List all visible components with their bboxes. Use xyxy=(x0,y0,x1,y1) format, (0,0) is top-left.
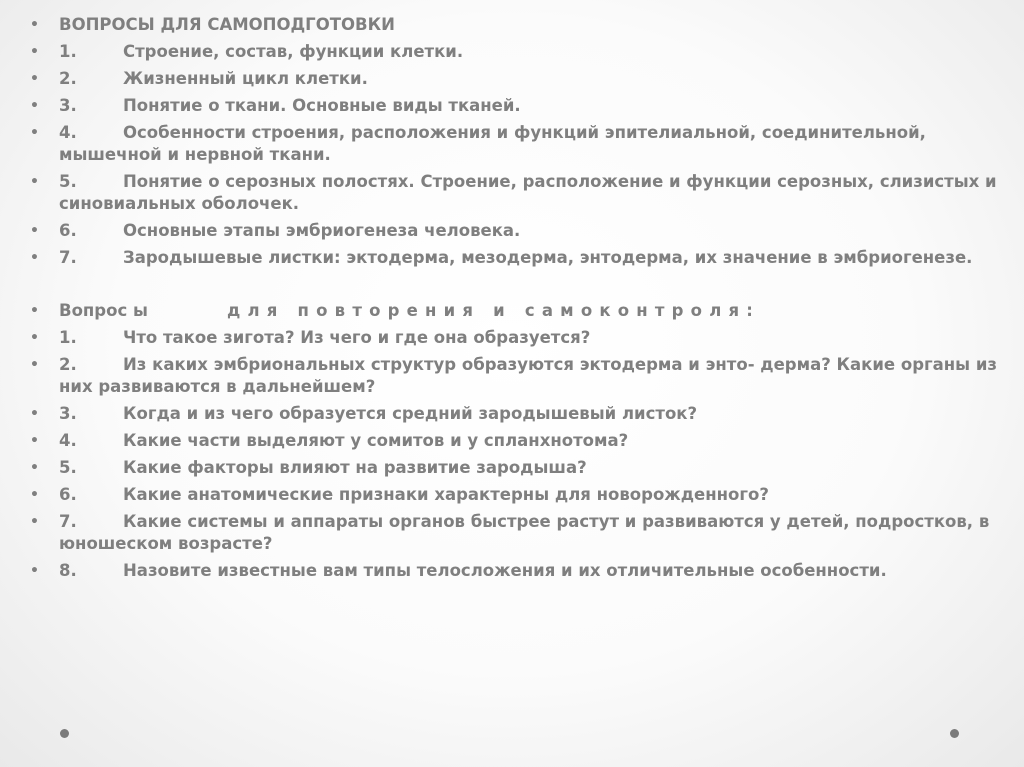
item-text: Какие части выделяют у сомитов и у спланхнотома? xyxy=(123,431,629,450)
bullet: • xyxy=(30,514,39,530)
corner-dot-left xyxy=(60,729,69,738)
item-text: Какие анатомические признаки характерны для новорожденного? xyxy=(123,485,769,504)
item-text: Особенности строения, расположения и функций эпителиальной, соединительной, мышечной и нервной ткани. xyxy=(59,123,926,164)
section-spacer xyxy=(30,274,1000,300)
list-item xyxy=(30,122,1000,166)
list-item xyxy=(30,354,1000,398)
item-number: 5. xyxy=(59,458,77,477)
bullet: • xyxy=(30,563,39,579)
section1-heading-item xyxy=(30,14,1000,36)
item-number: 3. xyxy=(59,96,77,115)
bullet: • xyxy=(30,98,39,114)
list-item xyxy=(30,247,1000,269)
item-text: Строение, состав, функции клетки. xyxy=(123,42,464,61)
slide-content xyxy=(30,14,1000,587)
bullet: • xyxy=(30,250,39,266)
list-item xyxy=(30,171,1000,215)
item-number: 7. xyxy=(59,512,77,531)
item-number: 6. xyxy=(59,221,77,240)
item-number: 4. xyxy=(59,431,77,450)
item-text: Что такое зигота? Из чего и где она образуется? xyxy=(123,328,591,347)
bullet: • xyxy=(30,125,39,141)
corner-dot-right xyxy=(950,729,959,738)
bullet: • xyxy=(30,357,39,373)
section1-heading: ВОПРОСЫ ДЛЯ САМОПОДГОТОВКИ xyxy=(59,15,395,34)
item-text: Понятие о ткани. Основные виды тканей. xyxy=(123,96,521,115)
bullet: • xyxy=(30,71,39,87)
bullet: • xyxy=(30,17,39,33)
list-item xyxy=(30,41,1000,63)
section2-heading-part1: Вопрос ы xyxy=(59,301,148,320)
bullet: • xyxy=(30,487,39,503)
list-item xyxy=(30,68,1000,90)
list-item xyxy=(30,560,1000,582)
list-item xyxy=(30,95,1000,117)
item-text: Какие системы и аппараты органов быстрее растут и развиваются у детей, подростков, в юношеском возрасте? xyxy=(59,512,990,553)
item-text: Основные этапы эмбриогенеза человека. xyxy=(123,221,521,240)
bullet: • xyxy=(30,330,39,346)
item-number: 7. xyxy=(59,248,77,267)
section2-heading-item xyxy=(30,300,1000,322)
bullet: • xyxy=(30,44,39,60)
item-number: 8. xyxy=(59,561,77,580)
list-item xyxy=(30,430,1000,452)
item-text: Из каких эмбриональных структур образуются эктодерма и энто- дерма? Какие органы из них развиваются в дальнейшем? xyxy=(59,355,997,396)
list-item xyxy=(30,403,1000,425)
list-item xyxy=(30,511,1000,555)
item-number: 5. xyxy=(59,172,77,191)
item-text: Когда и из чего образуется средний зародышевый листок? xyxy=(123,404,698,423)
item-text: Жизненный цикл клетки. xyxy=(123,69,368,88)
item-number: 3. xyxy=(59,404,77,423)
item-text: Зародышевые листки: эктодерма, мезодерма, энтодерма, их значение в эмбриогенезе. xyxy=(123,248,973,267)
bullet: • xyxy=(30,303,39,319)
section2-heading-part2: для повторения и самоконтроля: xyxy=(227,301,761,320)
bullet: • xyxy=(30,460,39,476)
item-number: 1. xyxy=(59,328,77,347)
item-number: 2. xyxy=(59,69,77,88)
bullet: • xyxy=(30,174,39,190)
list-item xyxy=(30,220,1000,242)
item-number: 4. xyxy=(59,123,77,142)
item-number: 1. xyxy=(59,42,77,61)
list-item xyxy=(30,327,1000,349)
bullet: • xyxy=(30,223,39,239)
item-number: 2. xyxy=(59,355,77,374)
item-number: 6. xyxy=(59,485,77,504)
bullet: • xyxy=(30,433,39,449)
item-text: Какие факторы влияют на развитие зародыша? xyxy=(123,458,587,477)
item-text: Понятие о серозных полостях. Строение, расположение и функции серозных, слизистых и синовиальных оболочек. xyxy=(59,172,997,213)
list-item xyxy=(30,484,1000,506)
item-text: Назовите известные вам типы телосложения и их отличительные особенности. xyxy=(123,561,887,580)
list-item xyxy=(30,457,1000,479)
bullet: • xyxy=(30,406,39,422)
